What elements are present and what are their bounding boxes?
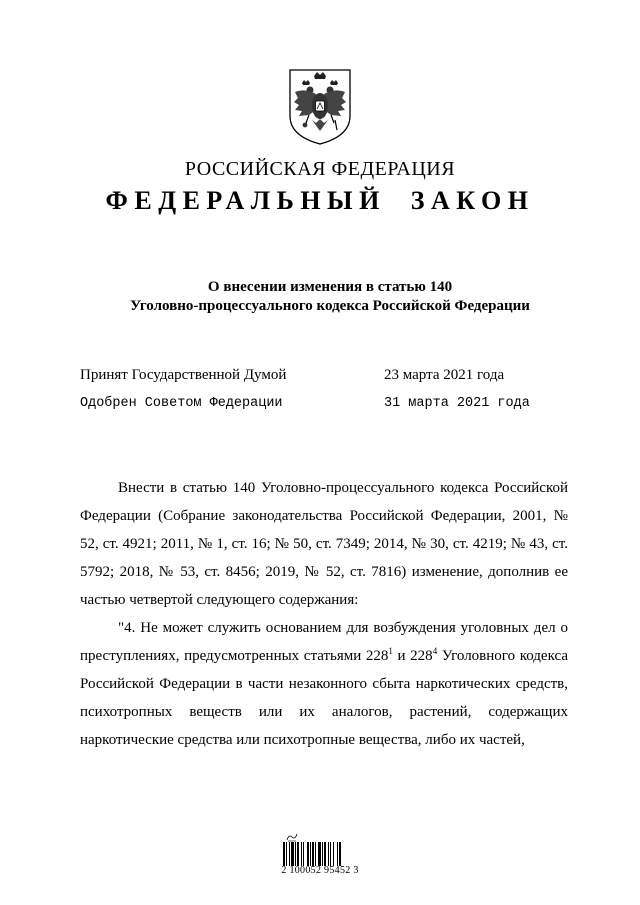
law-subject-line: О внесении изменения в статью 140	[207, 279, 453, 295]
country-name: РОССИЙСКАЯ ФЕДЕРАЦИЯ	[184, 158, 456, 180]
adoption-label: Принят Государственной Думой	[80, 367, 287, 383]
article-superscript: 1	[388, 646, 393, 656]
approval-label: Одобрен Советом Федерации	[80, 396, 283, 411]
document-type-title: ФЕДЕРАЛЬНЫЙ ЗАКОН	[105, 186, 535, 215]
body-paragraph-quoted	[80, 614, 568, 754]
coat-of-arms-icon	[287, 68, 353, 146]
adoption-date: 23 марта 2021 года	[384, 367, 505, 383]
article-superscript: 4	[432, 646, 438, 656]
approval-row	[80, 396, 580, 416]
law-subject	[80, 278, 580, 316]
adoption-row	[80, 367, 580, 387]
approval-date: 31 марта 2021 года	[384, 396, 530, 411]
law-body	[80, 474, 568, 754]
barcode-number: 2 100052 95452 3	[281, 865, 359, 876]
stamp-icon	[286, 832, 298, 842]
paragraph-text: "4. Не может служить основанием для возбуждения уголовных дел о преступлениях, предусмотренных статьями 228	[80, 620, 568, 664]
barcode-icon	[283, 842, 360, 866]
paragraph-text: и 228	[392, 648, 433, 664]
body-paragraph: Внести в статью 140 Уголовно-процессуального кодекса Российской Федерации (Собрание законодательства Российской Федерации, 2001, № 52, ст. 4921; 2011, № 1, ст. 16; № 50, ст. 7349; 2014, № 30, ст. 4219; № 43, ст. 5792; 2018, № 53, ст. 8456; 2019, № 52, ст. 7816) изменение, дополнив ее частью четвертой следующего содержания:	[80, 480, 568, 608]
law-subject-line: Уголовно-процессуального кодекса Российской Федерации	[130, 298, 530, 314]
paragraph-text: Уголовного кодекса Российской Федерации в части незаконного сбыта наркотических средств, психотропных веществ или их аналогов, растений, содержащих наркотические средства или психотропные вещества, либо их частей,	[80, 648, 568, 748]
